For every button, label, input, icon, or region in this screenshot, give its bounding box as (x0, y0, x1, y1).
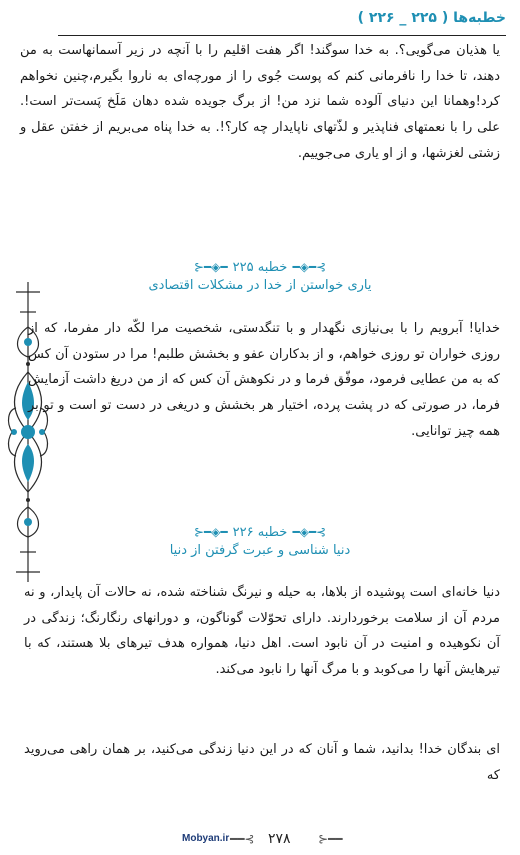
sermon-226-subtitle: دنیا شناسی و عبرت گرفتن از دنیا (169, 543, 351, 558)
intro-paragraph: یا هذیان می‌گویی؟. به خدا سوگند! اگر هفت اقلیم را با آنچه در زیر آسمانهاست به من دهند، تا خدا را نافرمانی کنم که پوست جُوی را از مورچه‌ای به ناروا بگیرم،چنین نخواهم کرد!وهمانا این دنیای آلوده شما نزد من! از برگ جویده شده دهان مَلَخ پَست‌تر است!. علی را با نعمتهای فناپذیر و لذّتهای ناپایدار چه کار؟!. به خدا پناه می‌بریم از خفتن عقل و زشتی لغزشها، و از او یاری می‌جوییم. (20, 43, 500, 161)
sermon-226-heading (0, 521, 520, 558)
page-header (58, 6, 506, 34)
sermon-226-number: خطبه ۲۲۶ (232, 525, 288, 540)
flourish-icon: ⊱━◈━ (292, 525, 327, 539)
header-rule (58, 35, 506, 36)
sermon-225-heading (0, 256, 520, 293)
flourish-icon: ⊱━━ (318, 832, 343, 846)
flourish-icon: ━◈━⊰ (193, 525, 228, 539)
sermon-225-subtitle: یاری خواستن از خدا در مشکلات اقتصادی (148, 278, 372, 293)
running-header-title: خطبه‌ها ( ۲۲۵ _ ۲۲۶ ) (357, 10, 506, 26)
flourish-icon: ━━⊰ (230, 832, 255, 846)
sermon-226-text: دنیا خانه‌ای است پوشیده از بلاها، به حیله و نیرنگ شناخته شده، نه حالات آن پایدار، و نه مردم آن از سلامت برخوردارند. دارای تحوّلات گوناگون، و دورانهای رنگارنگ؛ زندگی در آن نکوهیده و امنیت در آن نابود است. اهل دنیا، همواره هدف تیرهای بلا هستند، که با تیرهایش آنها را می‌کوبد و با مرگ آنها را نابود می‌کند. (24, 585, 500, 678)
flourish-icon: ━◈━⊰ (193, 260, 228, 274)
page-number: ۲۷۸ (268, 831, 291, 847)
flourish-icon: ⊱━◈━ (292, 260, 327, 274)
sermon-225-text: خدایا! آبرویم را با بی‌نیازی نگهدار و با تنگدستی، شخصیت مرا لکّه دار مفرما، که از روزی خواران تو روزی خواهم، و از بدکاران عفو و بخشش طلبم! مرا در ستودن آن کس که به من عطایی فرمود، موفّق فرما و در نکوهش آن کس که از من دریغ داشت آزمایش فرما، در صورتی که در پشت پرده، اختیار هر بخشش و دریغی در دست تو است و تو بر همه چیز توانایی. (28, 321, 500, 439)
page-footer (0, 830, 520, 852)
site-logo: Mobyan.ir (182, 833, 230, 844)
sermon-226-text-continued: ای بندگان خدا! بدانید، شما و آنان که در این دنیا زندگی می‌کنید، بر همان راهی می‌روید که (24, 742, 500, 783)
sermon-225-number: خطبه ۲۲۵ (232, 260, 288, 275)
